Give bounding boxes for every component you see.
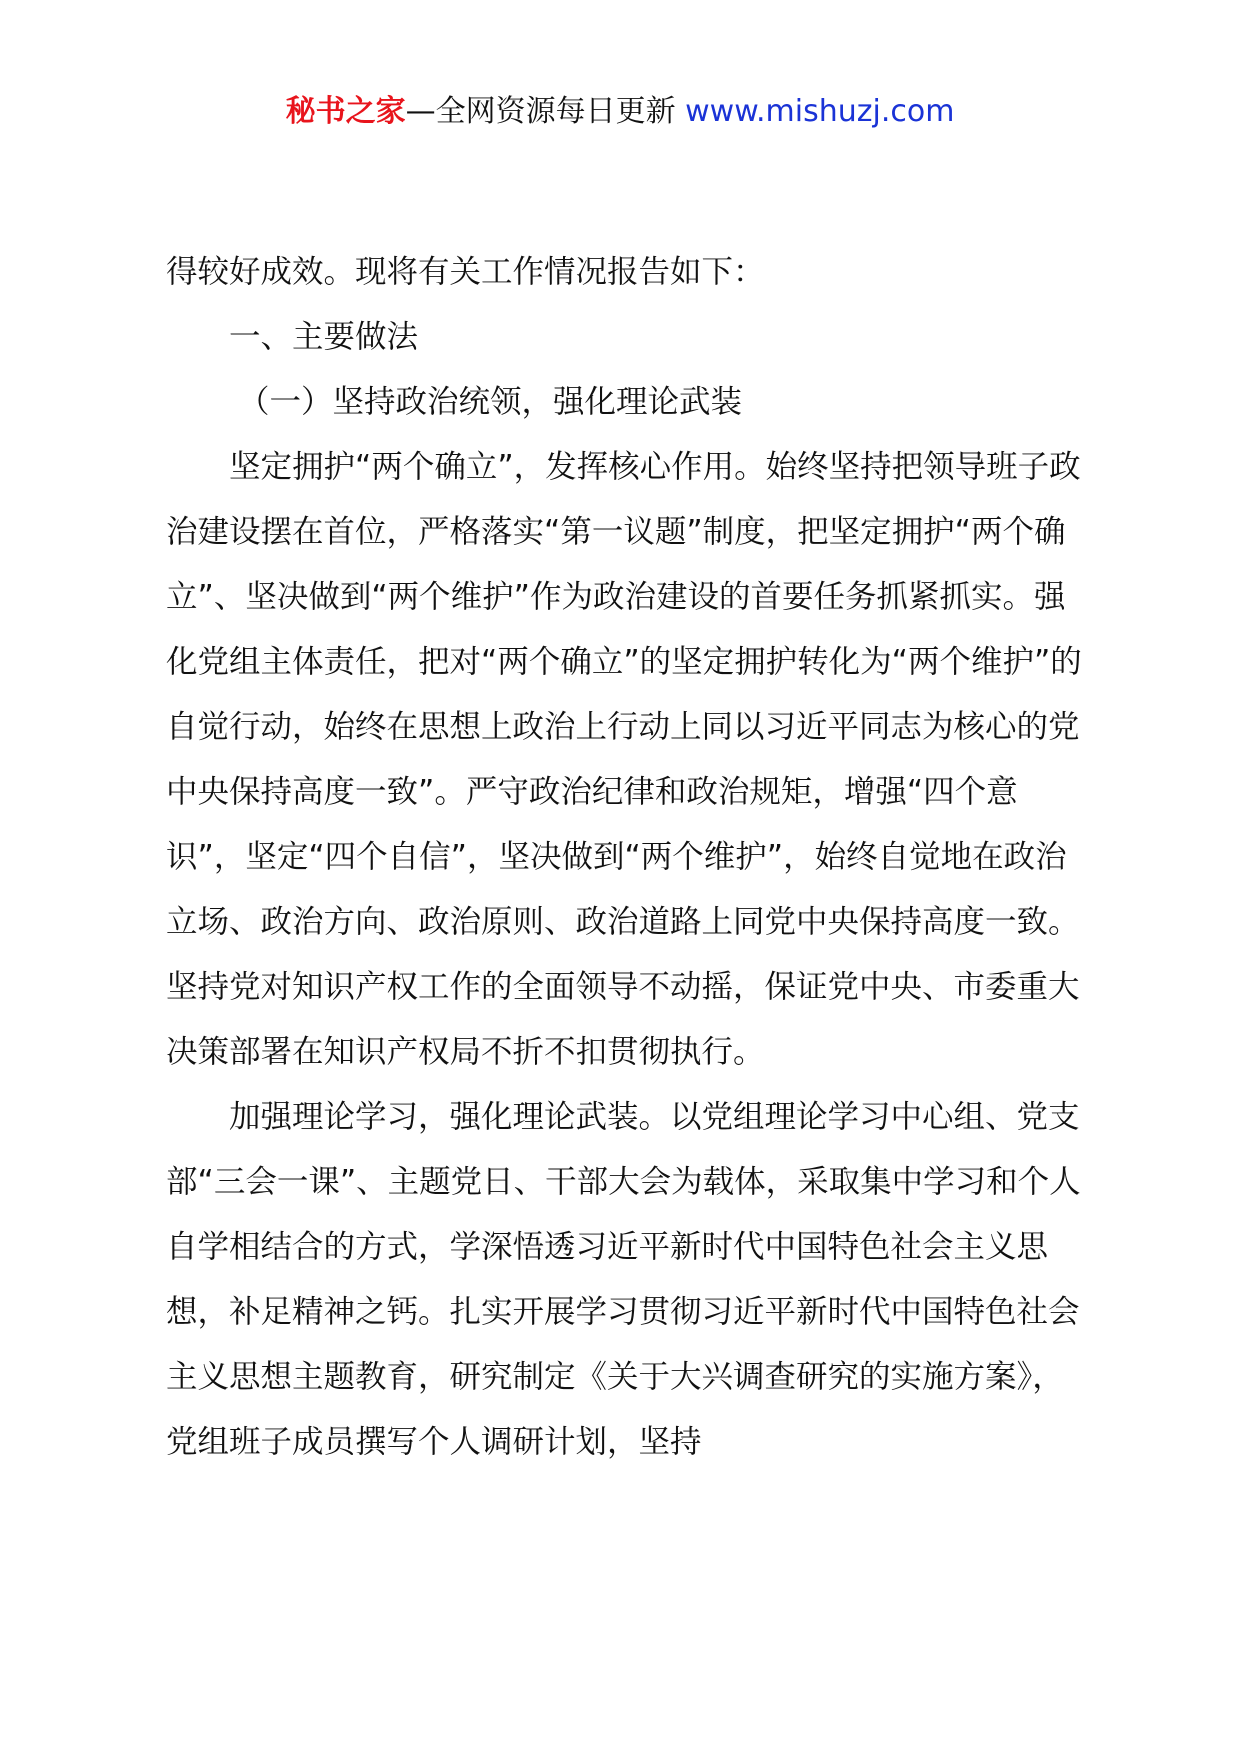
- paragraph-political-building: 坚定拥护“两个确立”，发挥核心作用。始终坚持把领导班子政治建设摆在首位，严格落实“第一议题”制度，把坚定拥护“两个确立”、坚决做到“两个维护”作为政治建设的首要任务抓紧抓实。强化党组主体责任，把对“两个确立”的坚定拥护转化为“两个维护”的自觉行动，始终在思想上政治上行动上同以习近平同志为核心的党中央保持高度一致”。严守政治纪律和政治规矩，增强“四个意识”，坚定“四个自信”，坚决做到“两个维护”，始终自觉地在政治立场、政治方向、政治原则、政治道路上同党中央保持高度一致。坚持党对知识产权工作的全面领导不动摇，保证党中央、市委重大决策部署在知识产权局不折不扣贯彻执行。: [166, 449, 1082, 1070]
- subsection-heading: （一）坚持政治统领，强化理论武装: [238, 384, 743, 420]
- site-header: [0, 92, 1240, 132]
- document-body: [166, 240, 1082, 1475]
- continuation-text: 得较好成效。现将有关工作情况报告如下：: [166, 254, 765, 290]
- paragraph-theory-study: 加强理论学习，强化理论武装。以党组理论学习中心组、党支部“三会一课”、主题党日、干部大会为载体，采取集中学习和个人自学相结合的方式，学深悟透习近平新时代中国特色社会主义思想，补足精神之钙。扎实开展学习贯彻习近平新时代中国特色社会主义思想主题教育，研究制定《关于大兴调查研究的实施方案》，党组班子成员撰写个人调研计划，坚持: [166, 1099, 1081, 1460]
- section-heading: 一、主要做法: [229, 319, 419, 355]
- site-brand: 秘书之家: [285, 94, 406, 129]
- site-url-link[interactable]: www.mishuzj.com: [685, 94, 955, 129]
- site-tagline: —全网资源每日更新: [405, 94, 686, 129]
